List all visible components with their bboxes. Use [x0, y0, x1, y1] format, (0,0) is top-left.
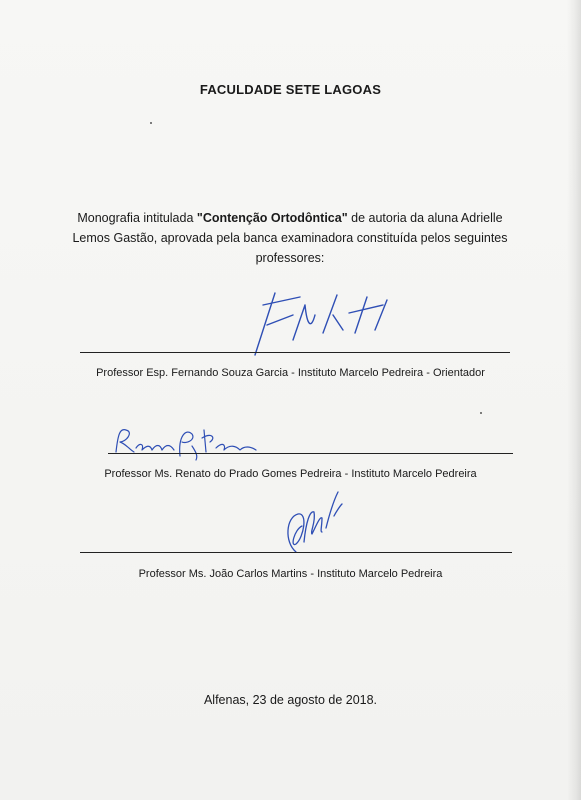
- signature-joao-martins: [276, 482, 356, 562]
- signature-line-2: [108, 453, 513, 454]
- place-and-date: Alfenas, 23 de agosto de 2018.: [203, 693, 378, 707]
- monograph-title: "Contenção Ortodôntica": [196, 211, 348, 225]
- examiner-caption-3: Professor Ms. João Carlos Martins - Instituto Marcelo Pedreira: [138, 568, 443, 580]
- signature-renato-pedreira: [112, 422, 262, 462]
- examiner-caption-2: Professor Ms. Renato do Prado Gomes Pedreira - Instituto Marcelo Pedreira: [104, 468, 477, 480]
- signature-fernando-garcia: [245, 285, 405, 365]
- approval-paragraph: [70, 208, 510, 268]
- institution-title: FACULDADE SETE LAGOAS: [199, 82, 382, 97]
- page-edge-shadow: [567, 0, 581, 800]
- signature-line-3: [80, 552, 512, 553]
- paper-speck: [150, 122, 152, 124]
- signature-line-1: [80, 352, 510, 353]
- intro-text-start: Monografia intitulada: [77, 211, 197, 225]
- paper-speck: [480, 412, 482, 414]
- intro-text-end: de autoria da aluna Adrielle Lemos Gastão, aprovada pela banca examinadora constituída pelos seguintes professores:: [72, 211, 508, 265]
- examiner-caption-1: Professor Esp. Fernando Souza Garcia - Instituto Marcelo Pedreira - Orientador: [96, 367, 485, 379]
